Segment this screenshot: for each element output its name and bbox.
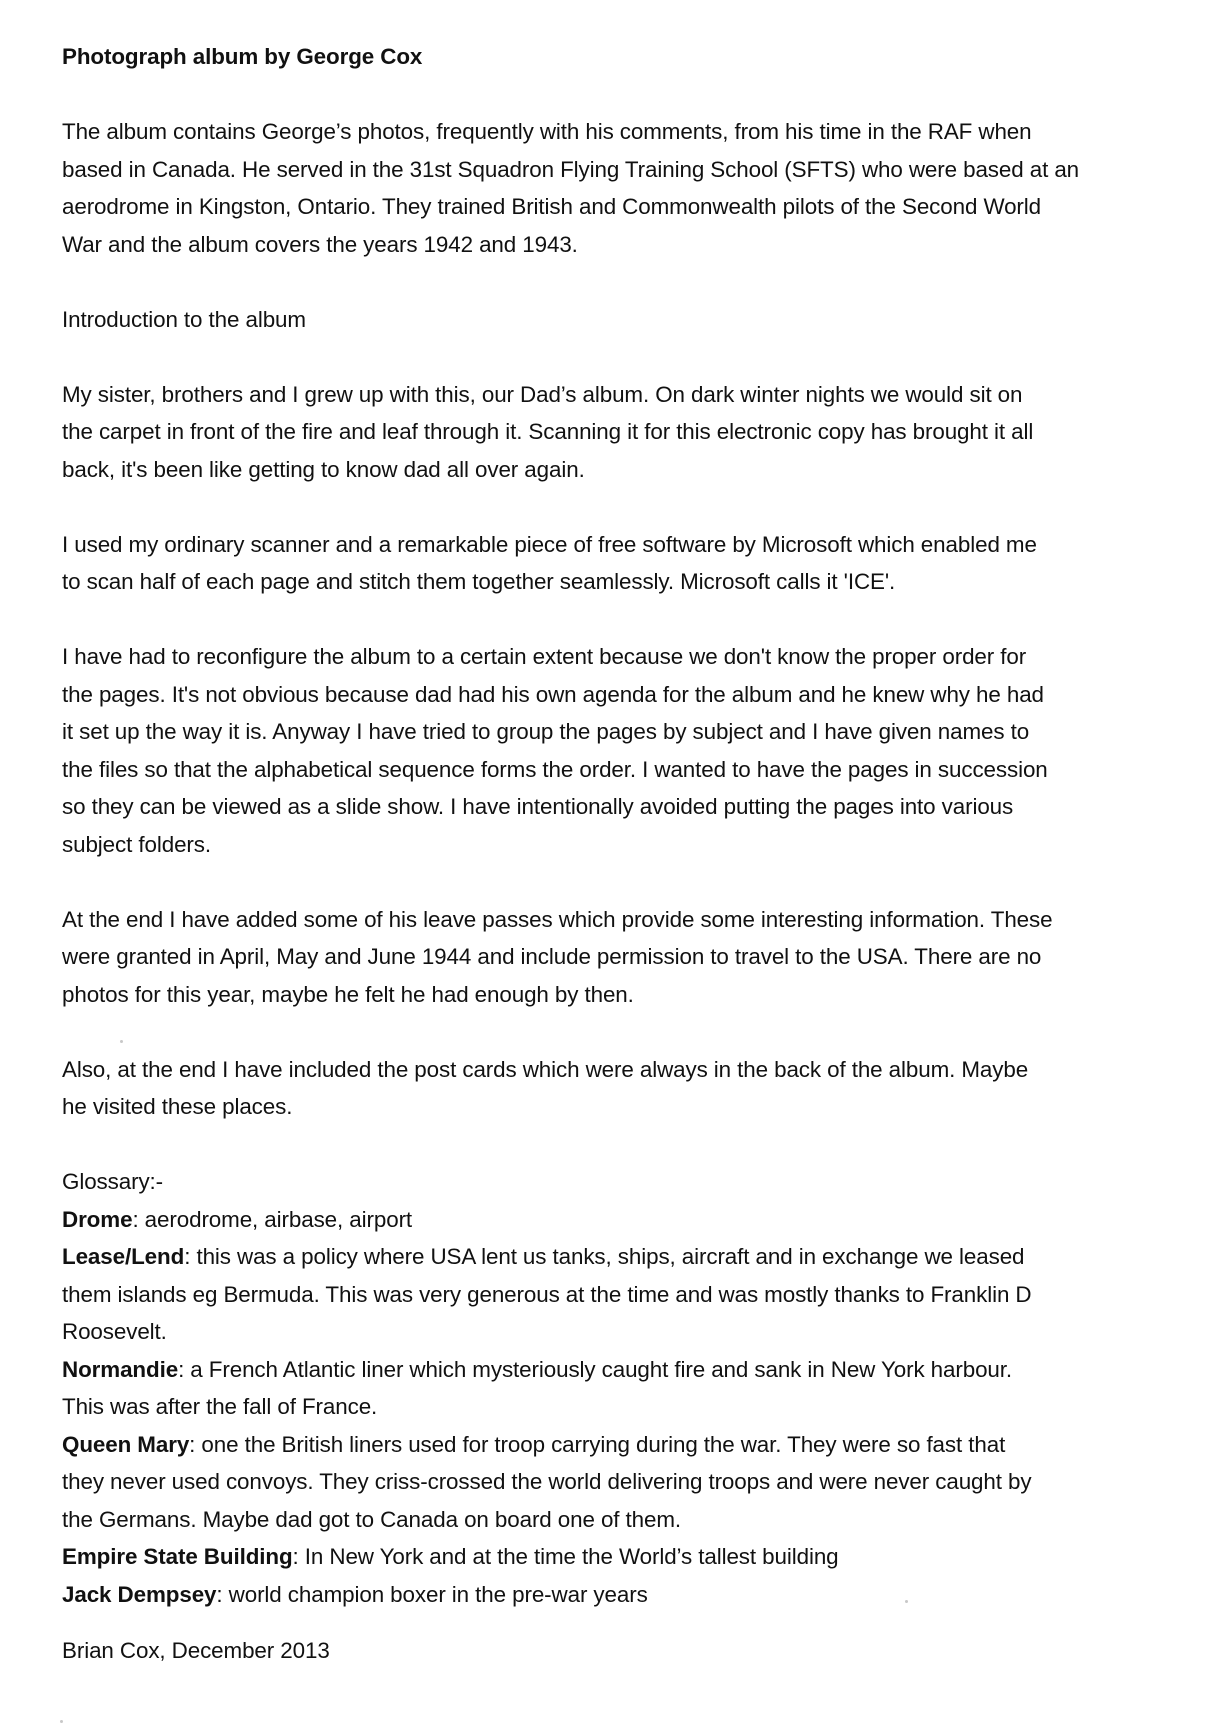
spacer — [62, 488, 1165, 526]
glossary-definition: : one the British liners used for troop carrying during the war. They were so fast that they never used convoys. They criss-crossed the world delivering troops and were never caught by the Germans. Maybe dad got to Canada on board one of them. — [62, 1431, 1032, 1532]
glossary-item — [62, 1426, 1165, 1539]
glossary-term: Empire State Building — [62, 1544, 293, 1569]
spacer — [62, 263, 1165, 301]
scan-speck — [905, 1600, 908, 1603]
glossary-definition: : aerodrome, airbase, airport — [132, 1206, 413, 1232]
signature: Brian Cox, December 2013 — [62, 1638, 330, 1663]
body-paragraph: My sister, brothers and I grew up with this, our Dad’s album. On dark winter nights we would sit on the carpet in front of the fire and leaf through it. Scanning it for this electronic copy has brought it all back, it's been like getting to know dad all over again. — [62, 381, 1034, 482]
intro-paragraph: The album contains George’s photos, frequently with his comments, from his time in the RAF when based in Canada. He served in the 31st Squadron Flying Training School (SFTS) who were based at an aerodrome in Kingston, Ontario. They trained British and Commonwealth pilots of the Second World War and the album covers the years 1942 and 1943. — [62, 119, 1080, 257]
glossary-item — [62, 1201, 1165, 1239]
glossary-item — [62, 1538, 1165, 1576]
glossary-definition: : this was a policy where USA lent us tanks, ships, aircraft and in exchange we leased them islands eg Bermuda. This was very generous at the time and was mostly thanks to Franklin D Roosevelt. — [62, 1244, 1032, 1344]
spacer — [62, 76, 1165, 114]
glossary-definition: : a French Atlantic liner which mysteriously caught fire and sank in New York harbour. This was after the fall of France. — [62, 1356, 1013, 1419]
glossary-term: Queen Mary — [62, 1431, 190, 1457]
glossary-term: Normandie — [62, 1356, 179, 1382]
glossary-term: Jack Dempsey — [62, 1581, 217, 1607]
spacer — [62, 601, 1165, 639]
section-heading: Introduction to the album — [62, 306, 306, 332]
glossary-heading: Glossary:- — [62, 1169, 164, 1194]
glossary-item — [62, 1576, 1165, 1614]
spacer — [62, 338, 1165, 376]
body-paragraph: Also, at the end I have included the post cards which were always in the back of the album. Maybe he visited these places. — [62, 1056, 1029, 1119]
scan-speck — [60, 1720, 63, 1723]
body-paragraph: I used my ordinary scanner and a remarkable piece of free software by Microsoft which enabled me to scan half of each page and stitch them together seamlessly. Microsoft calls it 'ICE'. — [62, 531, 1037, 594]
glossary-item — [62, 1351, 1165, 1426]
glossary — [62, 1163, 1165, 1613]
body-paragraph: At the end I have added some of his leave passes which provide some interesting information. These were granted in April, May and June 1944 and include permission to travel to the USA. There are no photos for this year, maybe he felt he had enough by then. — [62, 906, 1053, 1007]
scan-speck — [120, 1040, 123, 1043]
glossary-term: Drome — [62, 1206, 133, 1232]
spacer — [62, 1013, 1165, 1051]
spacer — [62, 863, 1165, 901]
glossary-definition: : In New York and at the time the World’s tallest building — [292, 1544, 839, 1569]
glossary-item — [62, 1238, 1165, 1351]
spacer — [62, 1126, 1165, 1164]
document-title: Photograph album by George Cox — [62, 44, 423, 69]
glossary-definition: : world champion boxer in the pre-war years — [216, 1581, 648, 1607]
body-paragraph: I have had to reconfigure the album to a certain extent because we don't know the proper order for the pages. It's not obvious because dad had his own agenda for the album and he knew why he had it set up the way it is. Anyway I have tried to group the pages by subject and I have given names to the files so that the alphabetical sequence forms the order. I wanted to have the pages in succession so they can be viewed as a slide show. I have intentionally avoided putting the pages into various subject folders. — [62, 644, 1048, 857]
glossary-term: Lease/Lend — [62, 1244, 185, 1269]
